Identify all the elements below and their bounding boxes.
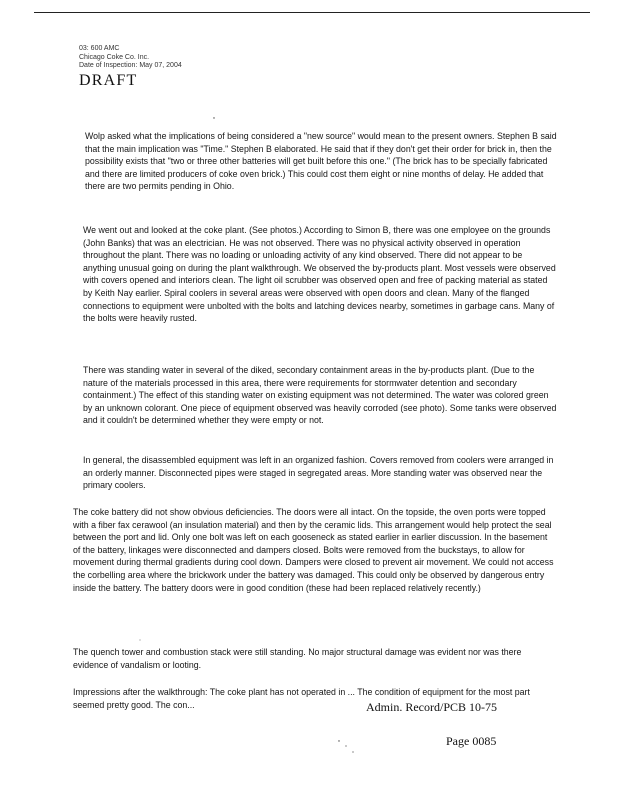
paragraph-quench-tower: The quench tower and combustion stack were still standing. No major structural damage was evident nor was there evidence of vandalism or looting. xyxy=(73,647,522,670)
paragraph-new-source: Wolp asked what the implications of being considered a "new source" would mean to the present owners. Stephen B said that the main implication was "Time." Stephen B elaborated. He said that if they don't get their order for brick in, then the possibility exists that "two or three other batteries will get built before this one." (The brick has to be specially fabricated and there are limited producers of coke oven brick.) This could cost them eight or nine months of delay. He added that there are two permits pending in Ohio. xyxy=(85,131,557,192)
paragraph-disassembled-equipment: In general, the disassembled equipment was left in an organized fashion. Covers removed from coolers were arranged in an orderly manner. Disconnected pipes were staged in segregated areas. More standing water was observed near the primary coolers. xyxy=(83,455,554,491)
paragraph-standing-water: There was standing water in several of the diked, secondary containment areas in the by-products plant. (Due to the nature of the materials processed in this area, there were requirements for stormwater detention and secondary containment.) The effect of this standing water on existing equipment was not determined. The water was colored green by an unknown colorant. One piece of equipment observed was heavily corroded (see photo). Some tanks were observed and it couldn't be determined whether they were empty or not. xyxy=(83,365,557,426)
paragraph-impressions: Impressions after the walkthrough: The coke plant has not operated in ... The condition of equipment for the most part seemed pretty good. The con... xyxy=(73,687,530,710)
paragraph-plant-walkthrough: We went out and looked at the coke plant. (See photos.) According to Simon B, there was one employee on the grounds (John Banks) that was an electrician. He was not observed. There was no physical activity observed in operation throughout the plant. There was no loading or unloading activity of any kind observed. There did not appear to be anything unusual going on during the plant walkthrough. We observed the by-products plant. Most vessels were observed with covers opened and interiors clean. The light oil scrubber was observed open and free of packing material as stated by Keith Nay earlier. Spiral coolers in several areas were observed with open doors and clean. Many of the flanged connections to equipment were unbolted with the bolts and latching devices nearby, sometimes in garbage cans. Many of the bolts were heavily rusted. xyxy=(83,225,556,324)
header-inspection-date: Date of Inspection: May 07, 2004 xyxy=(79,62,182,70)
header-company: Chicago Coke Co. Inc. xyxy=(79,53,150,61)
draft-watermark: DRAFT xyxy=(79,72,138,89)
page-number: Page 0085 xyxy=(446,734,497,748)
paragraph-coke-battery: The coke battery did not show obvious deficiencies. The doors were all intact. On the topside, the oven ports were topped with a fiber fax cerawool (an insulation material) and then by the ceramic lids. This arrangement would help protect the seal between the port and lid. Only one bolt was left on each gooseneck as stated earlier in earlier discussion. In the basement of the battery, linkages were disconnected and dampers closed. Bolts were removed from the buckstays, to allow for movement during thermal gradients during cool down. Dampers were closed to prevent air movement. We could not access the corbelling area where the brickwork under the battery was damaged. This could only be observed by dangerous entry inside the battery. The battery doors were in good condition (these had been replaced relatively recently.) xyxy=(73,507,554,593)
admin-record-label: Admin. Record/PCB 10-75 xyxy=(366,700,497,714)
header-file-ref: 03: 600 AMC xyxy=(79,45,120,52)
